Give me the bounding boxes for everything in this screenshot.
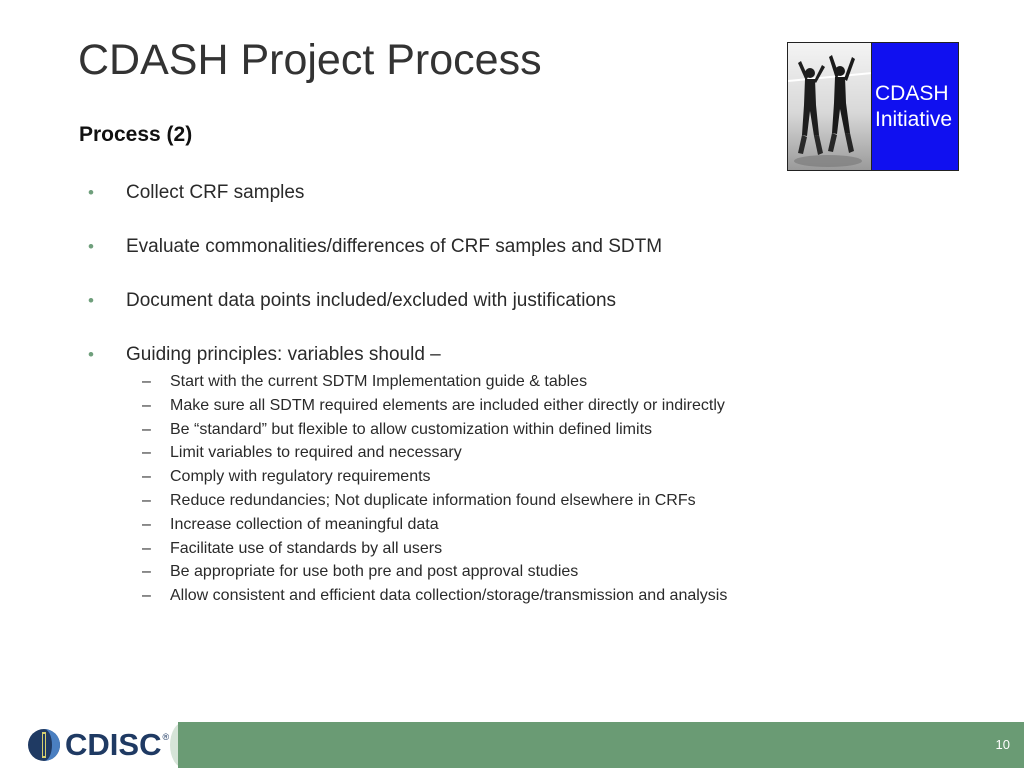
bullet-item [88, 342, 662, 368]
sub-bullet-item [88, 394, 725, 418]
sub-bullet-item [88, 560, 690, 584]
bullet-list [88, 180, 662, 368]
slide-subtitle: Process (2) [79, 123, 193, 146]
sub-bullet-text: Be appropriate for use both pre and post approval studies [170, 563, 579, 581]
cdash-initiative-logo [787, 42, 959, 171]
sub-bullet-item [88, 418, 690, 442]
bullet-marker: • [88, 183, 94, 202]
bullet-text: Document data points included/excluded with justifications [126, 290, 617, 311]
sub-bullet-item [88, 370, 690, 394]
sub-bullet-text: Make sure all SDTM required elements are included either directly or indirectly [170, 396, 725, 414]
bullet-marker: • [88, 237, 94, 256]
footer-bar [178, 722, 1024, 768]
sub-bullet-item [88, 441, 690, 465]
slide-title: CDASH Project Process [78, 36, 542, 84]
sub-bullet-marker: – [142, 444, 151, 462]
sub-bullet-text: Increase collection of meaningful data [170, 515, 439, 533]
bullet-item [88, 234, 662, 260]
bullet-text: Guiding principles: variables should – [126, 344, 441, 365]
sub-bullet-marker: – [142, 539, 151, 557]
sub-bullet-list [88, 370, 728, 608]
slide-footer [0, 722, 1024, 768]
cdisc-brand [27, 726, 169, 764]
bullet-text: Evaluate commonalities/differences of CRF samples and SDTM [126, 236, 663, 257]
sub-bullet-text: Comply with regulatory requirements [170, 468, 431, 486]
sub-bullet-text: Reduce redundancies; Not duplicate information found elsewhere in CRFs [170, 491, 696, 509]
sub-bullet-item [88, 489, 696, 513]
sub-bullet-text: Limit variables to required and necessary [170, 444, 462, 462]
bullet-marker: • [88, 345, 94, 364]
sub-bullet-marker: – [142, 515, 151, 533]
sub-bullet-item [88, 465, 690, 489]
logo-line-1: CDASH [875, 81, 949, 105]
sub-bullet-marker: – [142, 373, 151, 390]
sub-bullet-marker: – [142, 563, 151, 581]
sub-bullet-marker: – [142, 468, 151, 486]
sub-bullet-text: Start with the current SDTM Implementation guide & tables [170, 373, 588, 390]
sub-bullet-marker: – [142, 396, 151, 414]
bullet-text: Collect CRF samples [126, 182, 305, 203]
registered-mark: ® [162, 732, 170, 742]
sub-bullet-text: Facilitate use of standards by all users [170, 539, 443, 557]
sub-bullet-text: Be “standard” but flexible to allow customization within defined limits [170, 420, 653, 438]
sub-bullet-marker: – [142, 420, 151, 438]
cdash-logo-panel [872, 43, 958, 170]
bullet-marker: • [88, 291, 94, 310]
cdisc-wordmark: CDISC [65, 727, 162, 762]
runners-photo-icon [788, 43, 872, 170]
logo-line-2: Initiative [875, 107, 953, 131]
cdisc-globe-icon [27, 728, 61, 762]
sub-bullet-item [88, 537, 690, 561]
bullet-item [88, 288, 662, 314]
page-number: 10 [995, 737, 1010, 752]
sub-bullet-text: Allow consistent and efficient data collection/storage/transmission and analysis [170, 587, 728, 605]
sub-bullet-marker: – [142, 491, 151, 509]
sub-bullet-marker: – [142, 587, 151, 605]
sub-bullet-item [88, 513, 690, 537]
sub-bullet-item [88, 584, 728, 608]
bullet-item [88, 180, 662, 206]
